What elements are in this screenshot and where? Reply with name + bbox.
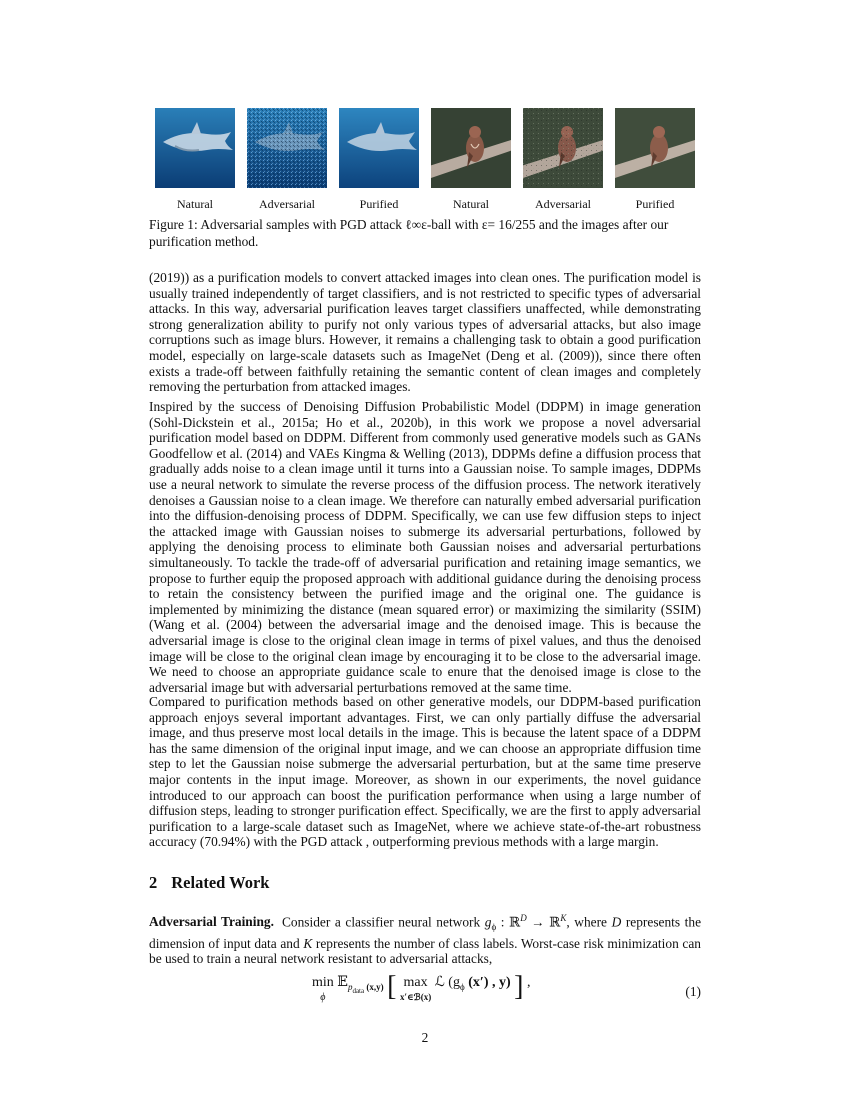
math-sup: K: [560, 913, 567, 923]
text-span: represents the dimension of input data and: [149, 914, 702, 951]
run-in-heading: Adversarial Training.: [149, 914, 274, 930]
math-op: 𝔼: [337, 975, 348, 990]
math-expr: ℒ (g: [434, 975, 460, 990]
math-sub: (x,y): [364, 981, 384, 992]
section-number: 2: [149, 873, 158, 892]
math-sup: D: [520, 913, 527, 923]
math-sub: ϕ: [491, 922, 497, 933]
panel-label: Natural: [453, 197, 489, 211]
panel-label: Purified: [359, 197, 399, 211]
math-sub: p: [347, 981, 353, 992]
math-var: g: [484, 914, 492, 930]
paragraph: Inspired by the success of Denoising Diffusion Probabilistic Model (DDPM) in image generation (Sohl-Dickstein et al., 2015a; Ho et al., 2020b), in this work we propose a novel adversarial purification model based on DDPM. Different from commonly used generative models such as GANs Goodfellow et al. (2014) and VAEs Kingma & Welling (2013), DDPMs define a diffusion process that gradually adds noise to a clean image until it turns into a Gaussian noise. To sample images, DDPMs use a neural network to simulate the reverse process of the diffusion process. The network iteratively denoises a Gaussian noise to a clean image. We therefore can naturally embed adversarial purification into the diffusion-denoising process of DDPM. Specifically, we can use few diffusion steps to inject the attacked image with Gaussian noises to submerge its adversarial perturbations, followed by applying the denoising process to eliminate both Gaussian noises and adversarial perturbations simultaneously. To tackle the trade-off of adversarial purification and retaining image semantics, we propose to further equip the proposed approach with additional guidance during the denoising process to retain the consistency between the purified image and the original one. The guidance is implemented by minimizing the distance (mean squared error) or maximizing the similarity (SSIM)(Wang et al. (2004) between the adversarial image and the denoised image. This is because the adversarial image is close to the original clean image in terms of pixel values, and thus the denoised image will be close to the original clean image by encouraging it to be close to the adversarial image. We need to choose an appropriate guidance scale to enure that the denoised image is close to the adversarial image but with adversarial perturbations removed at the same time.: [149, 399, 701, 695]
panel-label: Adversarial: [535, 197, 591, 211]
math-text: ,: [523, 975, 531, 990]
page-number: 2: [421, 1030, 429, 1045]
figure-caption: Figure 1: Adversarial samples with PGD attack ℓ∞ε-ball with ε= 16/255 and the images after our purification method.: [149, 217, 669, 249]
figure-panel-shark-natural: [155, 108, 235, 188]
panel-label: Natural: [177, 197, 213, 211]
math-sub: x′∈ℬ(x): [399, 992, 432, 1002]
section-title: Related Work: [171, 873, 270, 892]
figure-1: [155, 108, 695, 211]
math-text: → ℝ: [526, 914, 561, 930]
math-text: : ℝ: [496, 914, 521, 930]
paragraph-adversarial-training: [149, 911, 701, 967]
text-span: Consider a classifier neural network: [281, 914, 485, 930]
figure-panel-shark-adversarial: [247, 108, 327, 188]
text-span: , where: [566, 914, 612, 930]
math-expr: (x′) , y): [464, 975, 511, 990]
math-sub: data: [352, 986, 365, 995]
text-span: represents the number of class labels. Worst-case risk minimization can be used to train a neural network resistant to adversarial attacks,: [149, 935, 701, 967]
math-sub: ϕ: [459, 981, 465, 992]
equation-number: (1): [685, 984, 701, 999]
math-op: max: [403, 975, 428, 990]
figure-panel-bird-natural: [431, 108, 511, 188]
figure-panel-bird-purified: [615, 108, 695, 188]
panel-label: Adversarial: [259, 197, 315, 211]
figure-panel-shark-purified: [339, 108, 419, 188]
equation-body: min ϕ 𝔼$_{p_{data} (x,y)}$ [ max x′∈ℬ(x) ℒ ($g_\phi$ (x′) , y) ] ,: [312, 971, 531, 1003]
math-var: D: [611, 914, 622, 930]
panel-label: Purified: [635, 197, 675, 211]
section-heading: [149, 873, 270, 893]
paragraph: (2019)) as a purification models to convert attacked images into clean ones. The purification model is usually trained independently of target classifiers, and is not restricted to specific types of adversarial attacks. In this way, adversarial purification leaves target classifiers unaffected, while demonstrating strong generalization ability to purify not only various types of adversarial attacks, but also image corruptions such as image blurs. However, it remains a challenging task to obtain a good purification model, especially on large-scale datasets such as ImageNet (Deng et al. (2009)), since there often exists a trade-off between faithfully retaining the semantic content of clean images and completely removing the perturbation from attacked images.: [149, 270, 701, 395]
paragraph: Compared to purification methods based on other generative models, our DDPM-based purification approach enjoys several important advantages. First, we can only partially diffuse the adversarial image, and thus preserve most local details in the image. This is because the latent space of a DDPM has the same dimension of the original input image, and we can choose an appropriate diffusion time step to let the Gaussian noise submerge the adversarial perturbation, but at the same time preserve major contents in the input image. Moreover, as shown in our experiments, the novel guidance introduced to our approach can boost the purification performance when using a large number of diffusion steps, leading to stronger purification effect. Specifically, we are the first to apply adversarial purification to a large-scale dataset such as ImageNet, where we achieve state-of-the-art robustness accuracy (70.94%) with the PGD attack , outperforming previous methods with a large margin.: [149, 694, 701, 850]
math-sub: ϕ: [320, 992, 326, 1003]
figure-panel-bird-adversarial: [523, 108, 603, 188]
math-op: min: [312, 975, 334, 990]
equation-1: [149, 971, 701, 1012]
math-var: K: [303, 935, 313, 951]
